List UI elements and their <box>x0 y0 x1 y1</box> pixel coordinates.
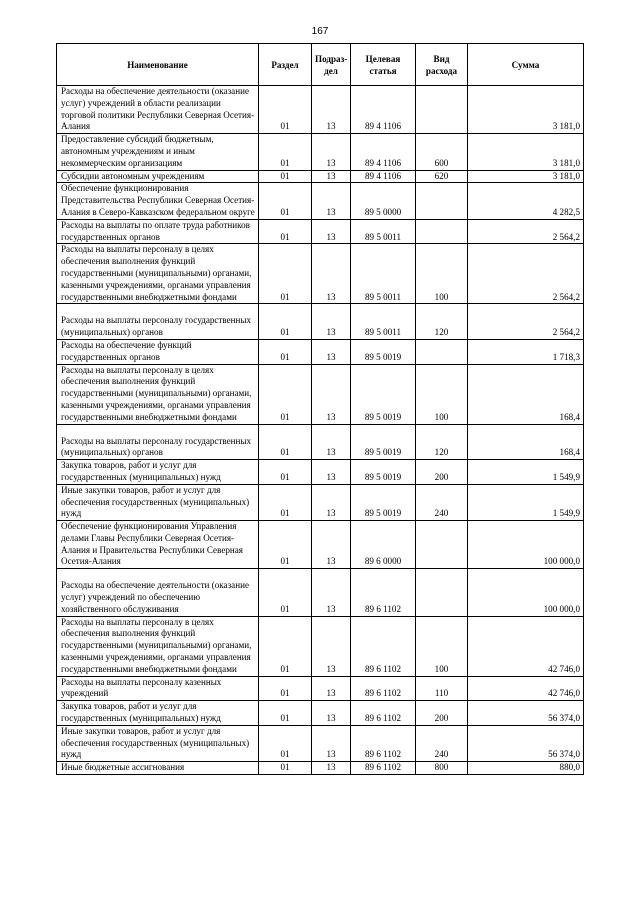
row-subsection-text: 13 <box>326 157 336 168</box>
row-name-text: Закупка товаров, работ и услуг для государственных (муниципальных) нужд <box>61 460 221 482</box>
row-expense-type-text: 120 <box>434 327 449 338</box>
table-row <box>57 484 584 520</box>
row-subsection-text: 13 <box>326 762 336 773</box>
page-number: 167 <box>311 26 329 37</box>
row-subsection <box>312 484 351 520</box>
header-subsection: Подраз-дел <box>312 44 351 86</box>
row-expense-type <box>416 304 468 340</box>
row-expense-type <box>416 616 468 676</box>
row-expense-type-text: 120 <box>434 447 449 458</box>
row-amount-text: 56 374,0 <box>548 713 580 724</box>
row-amount <box>468 424 584 460</box>
table-row <box>57 244 584 304</box>
row-section-text: 01 <box>280 663 290 674</box>
row-expense-type-text: 600 <box>434 157 449 168</box>
row-amount <box>468 183 584 219</box>
row-expense-type-text: 200 <box>434 713 449 724</box>
row-name <box>57 339 259 364</box>
row-name-text: Расходы на выплаты персоналу в целях обеспечения выполнения функций государственными (муниципальными) органами, казенными учреждениями, органами управления государственными внебюджетными фондами <box>61 364 252 422</box>
row-amount-text: 100 000,0 <box>543 603 580 614</box>
row-target <box>351 762 416 775</box>
row-amount-text: 1 549,9 <box>552 471 580 482</box>
row-target <box>351 725 416 761</box>
row-target-text: 89 5 0011 <box>364 231 402 242</box>
table-row <box>57 701 584 726</box>
table-row <box>57 725 584 761</box>
row-amount-text: 2 564,2 <box>552 327 580 338</box>
row-section <box>259 616 312 676</box>
row-amount <box>468 725 584 761</box>
row-amount <box>468 134 584 170</box>
row-expense-type <box>416 134 468 170</box>
row-section-text: 01 <box>280 447 290 458</box>
row-subsection-text: 13 <box>326 471 336 482</box>
row-expense-type <box>416 762 468 775</box>
row-amount <box>468 569 584 616</box>
row-subsection <box>312 424 351 460</box>
row-target-text: 89 5 0019 <box>364 447 402 458</box>
row-target <box>351 219 416 244</box>
row-amount-text: 56 374,0 <box>548 749 580 760</box>
header-expense-type: Вид расхода <box>416 44 468 86</box>
row-subsection-text: 13 <box>326 663 336 674</box>
row-subsection-text: 13 <box>326 447 336 458</box>
row-target-text: 89 6 1102 <box>364 688 402 699</box>
row-subsection-text: 13 <box>326 291 336 302</box>
row-amount <box>468 304 584 340</box>
table-row <box>57 569 584 616</box>
row-amount-text: 3 181,0 <box>552 121 580 132</box>
row-expense-type <box>416 86 468 134</box>
row-name <box>57 701 259 726</box>
row-subsection <box>312 762 351 775</box>
row-name-text: Расходы на выплаты персоналу в целях обеспечения выполнения функций государственными (муниципальными) органами, казенными учреждениями, органами управления государственными внебюджетными фондами <box>61 616 252 674</box>
row-amount <box>468 762 584 775</box>
row-target <box>351 170 416 183</box>
row-name-text: Расходы на обеспечение функций государственных органов <box>61 339 192 362</box>
row-section-text: 01 <box>280 291 290 302</box>
row-expense-type-text: 100 <box>434 291 449 302</box>
row-subsection-text: 13 <box>326 556 336 567</box>
row-target-text: 89 5 0019 <box>364 411 402 422</box>
row-expense-type <box>416 424 468 460</box>
row-subsection <box>312 676 351 701</box>
row-amount <box>468 219 584 244</box>
row-subsection <box>312 219 351 244</box>
row-amount-text: 168,4 <box>559 447 580 458</box>
row-target-text: 89 5 0011 <box>364 327 402 338</box>
row-section-text: 01 <box>280 351 290 362</box>
row-section <box>259 725 312 761</box>
row-subsection <box>312 339 351 364</box>
table-row <box>57 134 584 170</box>
row-subsection <box>312 460 351 485</box>
row-subsection <box>312 170 351 183</box>
row-name <box>57 460 259 485</box>
row-name-text: Расходы на выплаты персоналу в целях обеспечения выполнения функций государственными (муниципальными) органами, казенными учреждениями, органами управления государственными внебюджетными фондами <box>61 244 252 302</box>
row-target <box>351 460 416 485</box>
row-amount-text: 880,0 <box>559 762 580 773</box>
row-target-text: 89 6 1102 <box>364 762 402 773</box>
row-name <box>57 364 259 424</box>
row-amount-text: 100 000,0 <box>543 556 580 567</box>
row-expense-type <box>416 170 468 183</box>
row-section-text: 01 <box>280 556 290 567</box>
row-section-text: 01 <box>280 749 290 760</box>
row-target <box>351 339 416 364</box>
row-expense-type-text: 240 <box>434 749 449 760</box>
row-section-text: 01 <box>280 231 290 242</box>
table-row <box>57 364 584 424</box>
row-expense-type-text: 100 <box>434 663 449 674</box>
row-expense-type <box>416 219 468 244</box>
row-amount <box>468 484 584 520</box>
row-target-text: 89 6 1102 <box>364 663 402 674</box>
row-target-text: 89 6 0000 <box>364 556 402 567</box>
table-row <box>57 219 584 244</box>
row-subsection-text: 13 <box>326 411 336 422</box>
row-subsection <box>312 364 351 424</box>
row-section-text: 01 <box>280 762 290 773</box>
row-expense-type-text: 110 <box>434 688 449 699</box>
row-target <box>351 701 416 726</box>
row-amount-text: 4 282,5 <box>552 206 580 217</box>
row-target-text: 89 6 1102 <box>364 603 402 614</box>
row-name-text: Расходы на обеспечение деятельности (оказание услуг) учреждений в области реализации торговой политики Республики Северная Осетия-Алания <box>61 86 255 132</box>
row-subsection-text: 13 <box>326 351 336 362</box>
table-row <box>57 424 584 460</box>
row-subsection <box>312 701 351 726</box>
table-row <box>57 460 584 485</box>
row-section <box>259 86 312 134</box>
row-subsection <box>312 725 351 761</box>
row-target <box>351 183 416 219</box>
row-subsection <box>312 86 351 134</box>
row-section <box>259 364 312 424</box>
row-subsection-text: 13 <box>326 749 336 760</box>
row-name-text: Расходы на выплаты по оплате труда работников государственных органов <box>61 219 250 242</box>
row-amount <box>468 521 584 569</box>
row-section-text: 01 <box>280 206 290 217</box>
row-name <box>57 484 259 520</box>
row-amount <box>468 244 584 304</box>
table-row <box>57 676 584 701</box>
table-header-row <box>57 44 584 86</box>
row-amount <box>468 701 584 726</box>
row-target <box>351 676 416 701</box>
row-name <box>57 676 259 701</box>
row-amount-text: 1 718,3 <box>552 351 580 362</box>
row-amount <box>468 170 584 183</box>
row-name <box>57 219 259 244</box>
row-subsection-text: 13 <box>326 603 336 614</box>
row-subsection <box>312 244 351 304</box>
row-name <box>57 134 259 170</box>
row-expense-type <box>416 725 468 761</box>
row-subsection <box>312 616 351 676</box>
row-amount-text: 42 746,0 <box>548 663 580 674</box>
row-section-text: 01 <box>280 327 290 338</box>
row-name <box>57 183 259 219</box>
row-section <box>259 339 312 364</box>
row-name <box>57 569 259 616</box>
row-name-text: Расходы на обеспечение деятельности (оказание услуг) учреждений по обеспечению хозяйственного обслуживания <box>61 580 249 614</box>
row-subsection-text: 13 <box>326 508 336 519</box>
row-subsection-text: 13 <box>326 327 336 338</box>
row-expense-type <box>416 701 468 726</box>
row-section-text: 01 <box>280 121 290 132</box>
row-name-text: Иные закупки товаров, работ и услуг для обеспечения государственных (муниципальных) нужд <box>61 725 250 760</box>
row-name-text: Обеспечение функционирования Управления делами Главы Республики Северная Осетия-Алания и Правительства Республики Северная Осетия-Алания <box>61 521 243 567</box>
row-section-text: 01 <box>280 471 290 482</box>
row-name-text: Закупка товаров, работ и услуг для государственных (муниципальных) нужд <box>61 701 221 724</box>
row-target-text: 89 4 1106 <box>364 170 402 181</box>
row-section-text: 01 <box>280 688 290 699</box>
row-name <box>57 616 259 676</box>
row-expense-type-text: 800 <box>434 762 449 773</box>
row-subsection <box>312 521 351 569</box>
row-subsection <box>312 304 351 340</box>
row-name <box>57 424 259 460</box>
row-amount-text: 3 181,0 <box>552 170 580 181</box>
row-amount <box>468 364 584 424</box>
row-target-text: 89 6 1102 <box>364 713 402 724</box>
row-target <box>351 616 416 676</box>
row-name <box>57 244 259 304</box>
row-section-text: 01 <box>280 603 290 614</box>
row-expense-type <box>416 484 468 520</box>
row-target <box>351 86 416 134</box>
row-expense-type-text: 200 <box>434 471 449 482</box>
header-name: Наименование <box>57 44 259 86</box>
row-subsection-text: 13 <box>326 206 336 217</box>
table-row <box>57 183 584 219</box>
row-amount-text: 2 564,2 <box>552 231 580 242</box>
row-target-text: 89 5 0000 <box>364 206 402 217</box>
row-section-text: 01 <box>280 508 290 519</box>
row-amount-text: 168,4 <box>559 411 580 422</box>
row-subsection <box>312 183 351 219</box>
row-name <box>57 86 259 134</box>
row-section <box>259 521 312 569</box>
row-section <box>259 170 312 183</box>
row-section-text: 01 <box>280 411 290 422</box>
table-row <box>57 521 584 569</box>
row-expense-type-text: 240 <box>434 508 449 519</box>
row-target <box>351 484 416 520</box>
header-amount: Сумма <box>468 44 584 86</box>
row-section <box>259 244 312 304</box>
row-target-text: 89 5 0019 <box>364 351 402 362</box>
row-target-text: 89 4 1106 <box>364 157 402 168</box>
row-subsection-text: 13 <box>326 231 336 242</box>
row-name <box>57 762 259 775</box>
row-section <box>259 701 312 726</box>
row-section <box>259 460 312 485</box>
row-name-text: Предоставление субсидий бюджетным, автономным учреждениям и иным некоммерческим организациям <box>61 134 214 168</box>
row-expense-type-text: 620 <box>434 170 449 181</box>
row-target-text: 89 4 1106 <box>364 121 402 132</box>
table-row <box>57 170 584 183</box>
row-expense-type <box>416 364 468 424</box>
row-amount <box>468 86 584 134</box>
row-section-text: 01 <box>280 713 290 724</box>
row-section-text: 01 <box>280 157 290 168</box>
row-amount <box>468 676 584 701</box>
row-amount-text: 1 549,9 <box>552 508 580 519</box>
row-name-text: Иные закупки товаров, работ и услуг для обеспечения государственных (муниципальных) нужд <box>61 484 250 519</box>
budget-table <box>56 43 584 775</box>
row-name <box>57 304 259 340</box>
row-section <box>259 304 312 340</box>
row-amount-text: 42 746,0 <box>548 688 580 699</box>
row-expense-type <box>416 460 468 485</box>
row-section <box>259 569 312 616</box>
row-expense-type <box>416 569 468 616</box>
row-target-text: 89 5 0019 <box>364 508 402 519</box>
row-name <box>57 521 259 569</box>
row-target-text: 89 5 0011 <box>364 291 402 302</box>
row-target <box>351 364 416 424</box>
row-section <box>259 183 312 219</box>
row-section <box>259 676 312 701</box>
row-expense-type <box>416 676 468 701</box>
row-amount <box>468 339 584 364</box>
row-amount <box>468 616 584 676</box>
row-name-text: Субсидии автономным учреждениям <box>61 170 205 181</box>
row-name <box>57 725 259 761</box>
row-subsection <box>312 134 351 170</box>
table-row <box>57 616 584 676</box>
row-section <box>259 484 312 520</box>
row-section <box>259 424 312 460</box>
row-section-text: 01 <box>280 170 290 181</box>
row-name <box>57 170 259 183</box>
row-target <box>351 304 416 340</box>
row-name-text: Расходы на выплаты персоналу государственных (муниципальных) органов <box>61 435 252 458</box>
row-expense-type <box>416 521 468 569</box>
header-target: Целевая статья <box>351 44 416 86</box>
table-row <box>57 304 584 340</box>
row-target <box>351 244 416 304</box>
row-name-text: Расходы на выплаты персоналу казенных учреждений <box>61 676 222 699</box>
row-amount-text: 3 181,0 <box>552 157 580 168</box>
row-section <box>259 134 312 170</box>
table-body <box>57 86 584 775</box>
row-expense-type-text: 100 <box>434 411 449 422</box>
row-section <box>259 762 312 775</box>
row-name-text: Обеспечение функционирования Представительства Республики Северная Осетия-Алания в Северо-Кавказском федеральном округе <box>61 183 255 217</box>
table-row <box>57 762 584 775</box>
row-target-text: 89 6 1102 <box>364 749 402 760</box>
row-subsection-text: 13 <box>326 688 336 699</box>
row-amount <box>468 460 584 485</box>
row-subsection-text: 13 <box>326 713 336 724</box>
row-name-text: Иные бюджетные ассигнования <box>61 762 185 773</box>
row-subsection-text: 13 <box>326 121 336 132</box>
header-section: Раздел <box>259 44 312 86</box>
row-subsection <box>312 569 351 616</box>
row-name-text: Расходы на выплаты персоналу государственных (муниципальных) органов <box>61 315 252 338</box>
row-subsection-text: 13 <box>326 170 336 181</box>
row-target <box>351 521 416 569</box>
row-section <box>259 219 312 244</box>
row-target <box>351 569 416 616</box>
row-target-text: 89 5 0019 <box>364 471 402 482</box>
row-target <box>351 424 416 460</box>
row-expense-type <box>416 183 468 219</box>
row-expense-type <box>416 339 468 364</box>
table-row <box>57 86 584 134</box>
row-amount-text: 2 564,2 <box>552 291 580 302</box>
row-expense-type <box>416 244 468 304</box>
row-target <box>351 134 416 170</box>
table-row <box>57 339 584 364</box>
